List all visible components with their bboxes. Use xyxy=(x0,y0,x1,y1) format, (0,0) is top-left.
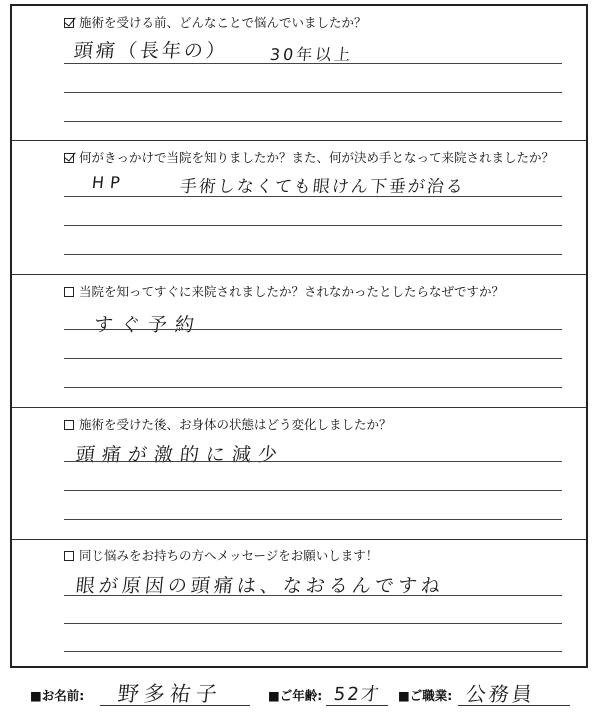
question-4-text: 施術を受けた後、お身体の状態はどう変化しましたか？ xyxy=(79,417,392,432)
name-underline xyxy=(100,705,250,706)
job-underline xyxy=(458,705,570,706)
answer-rule xyxy=(64,225,562,226)
age-underline xyxy=(326,705,388,706)
question-1-text: 施術を受ける前、どんなことで悩んでいましたか？ xyxy=(79,15,367,30)
section-divider xyxy=(12,539,586,540)
name-value: 野多祐子 xyxy=(116,682,224,706)
answer-rule xyxy=(64,490,562,491)
section-divider xyxy=(12,140,586,141)
answer-1b: 30年以上 xyxy=(268,45,355,64)
checkbox-icon xyxy=(64,287,74,297)
answer-1a: 頭痛（長年の） xyxy=(72,40,230,62)
answer-rule xyxy=(64,196,562,197)
answer-rule xyxy=(64,63,562,64)
answer-5a: 眼が原因の頭痛は、なおるんですね xyxy=(74,575,446,597)
question-5 xyxy=(64,547,566,565)
checkbox-icon xyxy=(64,420,74,430)
question-3-text: 当院を知ってすぐに来院されましたか？されなかったとしたらなぜですか？ xyxy=(79,284,505,299)
answer-rule xyxy=(64,595,562,596)
answer-rule xyxy=(64,254,562,255)
answer-rule xyxy=(64,358,562,359)
question-2 xyxy=(64,149,566,167)
section-divider xyxy=(12,274,586,275)
checkbox-icon xyxy=(64,551,74,561)
answer-rule xyxy=(64,121,562,122)
job-label: ■ご職業: xyxy=(398,688,453,703)
answer-rule xyxy=(64,651,562,652)
question-2-text: 何がきっかけで当院を知りましたか？また、何が決め手となって来院されましたか？ xyxy=(79,150,555,165)
question-5-text: 同じ悩みをお持ちの方へメッセージをお願いします！ xyxy=(79,548,379,563)
answer-3a: すぐ予約 xyxy=(92,314,204,336)
question-1 xyxy=(64,14,566,32)
job-value: 公務員 xyxy=(464,682,537,706)
answer-rule xyxy=(64,92,562,93)
name-label: ■お名前: xyxy=(30,688,85,703)
answer-rule xyxy=(64,623,562,624)
answer-rule xyxy=(64,329,562,330)
age-label: ■ご年齢: xyxy=(268,688,323,703)
answer-rule xyxy=(64,519,562,520)
questionnaire-sheet xyxy=(10,4,588,668)
answer-rule xyxy=(64,461,562,462)
age-value: 52才 xyxy=(332,684,382,705)
answer-2a: HP xyxy=(91,173,127,192)
question-3 xyxy=(64,283,566,301)
section-divider xyxy=(12,407,586,408)
question-4 xyxy=(64,416,566,434)
answer-rule xyxy=(64,387,562,388)
checkbox-checked-icon xyxy=(64,153,74,163)
answer-2b: 手術しなくても眼けん下垂が治る xyxy=(178,177,466,197)
answer-4a: 頭痛が激的に減少 xyxy=(74,444,286,466)
checkbox-checked-icon xyxy=(64,18,74,28)
